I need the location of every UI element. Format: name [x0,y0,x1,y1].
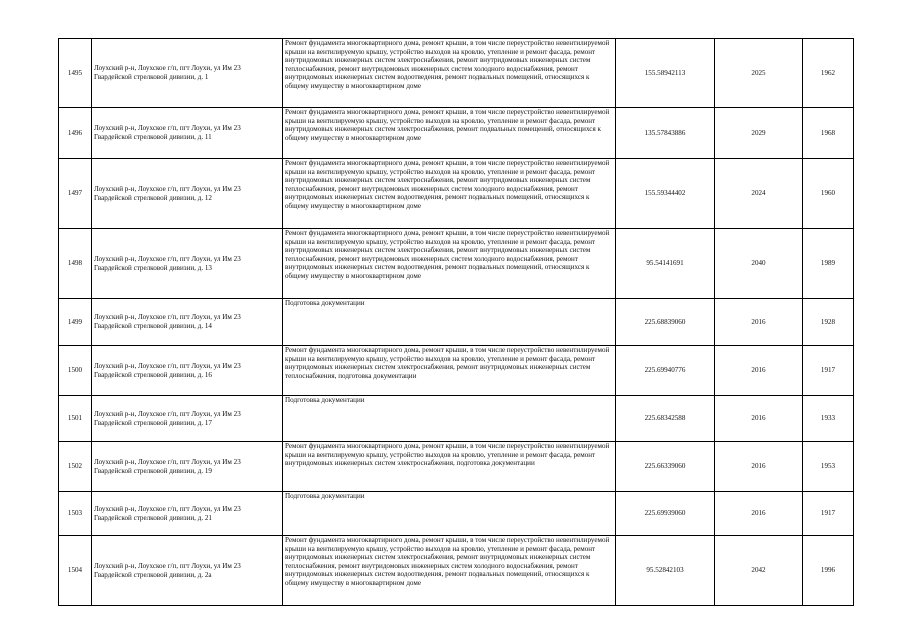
table-row [59,442,854,492]
table-row [59,229,854,299]
work-text: Ремонт фундамента многоквартирного дома, ремонт крыши, в том числе переустройство невентилируемой крыши на вентилируемую крышу, устройство выходов на кровлю, утепление и ремонт фасада, ремонт внутридомовых инженерных систем электроснабжения, подготовка документации [285,442,610,468]
row-value: 155.59344402 [616,159,715,229]
work-text: Подготовка документации [285,299,365,307]
row-built-year: 1996 [803,536,854,606]
row-value: 225.69940776 [616,346,715,396]
table-row [59,159,854,229]
row-number: 1503 [59,492,92,536]
row-number: 1499 [59,299,92,346]
row-built-year: 1968 [803,108,854,159]
table-row [59,396,854,442]
table-row [59,536,854,606]
row-value: 225.68839060 [616,299,715,346]
row-address: Лоухский р-н, Лоухское г/п, пгт Лоухи, ул Им 23 Гвардейской стрелковой дивизии, д. 1 [92,39,283,108]
row-value: 155.58942113 [616,39,715,108]
table-row [59,299,854,346]
row-address: Лоухский р-н, Лоухское г/п, пгт Лоухи, ул Им 23 Гвардейской стрелковой дивизии, д. 11 [92,108,283,159]
row-address: Лоухский р-н, Лоухское г/п, пгт Лоухи, ул Им 23 Гвардейской стрелковой дивизии, д. 17 [92,396,283,442]
work-text: Подготовка документации [285,396,365,404]
row-number: 1501 [59,396,92,442]
work-text: Ремонт фундамента многоквартирного дома, ремонт крыши, в том числе переустройство невентилируемой крыши на вентилируемую крышу, устройство выходов на кровлю, утепление и ремонт фасада, ремонт внутридомовых инженерных систем электроснабжения, ремонт внутридомовых инженерных систем теплоснабжения, подготовка документации [285,346,610,380]
row-planned-year: 2016 [715,492,803,536]
row-planned-year: 2016 [715,299,803,346]
row-number: 1502 [59,442,92,492]
row-work-description [283,346,616,396]
row-planned-year: 2040 [715,229,803,299]
row-built-year: 1953 [803,442,854,492]
row-work-description [283,108,616,159]
row-address: Лоухский р-н, Лоухское г/п, пгт Лоухи, ул Им 23 Гвардейской стрелковой дивизии, д. 13 [92,229,283,299]
row-planned-year: 2029 [715,108,803,159]
row-address: Лоухский р-н, Лоухское г/п, пгт Лоухи, ул Им 23 Гвардейской стрелковой дивизии, д. 14 [92,299,283,346]
row-work-description [283,39,616,108]
row-planned-year: 2042 [715,536,803,606]
row-built-year: 1928 [803,299,854,346]
row-address: Лоухский р-н, Лоухское г/п, пгт Лоухи, ул Им 23 Гвардейской стрелковой дивизии, д. 21 [92,492,283,536]
row-value: 135.57843886 [616,108,715,159]
row-value: 225.68342588 [616,396,715,442]
row-work-description [283,536,616,606]
row-work-description [283,442,616,492]
row-number: 1495 [59,39,92,108]
row-value: 225.66339060 [616,442,715,492]
row-number: 1497 [59,159,92,229]
row-address: Лоухский р-н, Лоухское г/п, пгт Лоухи, ул Им 23 Гвардейской стрелковой дивизии, д. 2а [92,536,283,606]
row-value: 95.54141691 [616,229,715,299]
row-number: 1498 [59,229,92,299]
row-built-year: 1933 [803,396,854,442]
work-text: Ремонт фундамента многоквартирного дома, ремонт крыши, в том числе переустройство невентилируемой крыши на вентилируемую крышу, устройство выходов на кровлю, утепление и ремонт фасада, ремонт внутридомовых инженерных систем электроснабжения, ремонт внутридомовых инженерных систем теплоснабжения, ремонт внутридомовых инженерных систем холодного водоснабжения, ремонт внутридомовых инженерных систем водоотведения, ремонт подвальных помещений, относящихся к общему имуществу в многоквартирном доме [285,536,610,587]
table-row [59,39,854,108]
work-text: Ремонт фундамента многоквартирного дома, ремонт крыши, в том числе переустройство невентилируемой крыши на вентилируемую крышу, устройство выходов на кровлю, утепление и ремонт фасада, ремонт внутридомовых инженерных систем электроснабжения, ремонт внутридомовых инженерных систем теплоснабжения, ремонт внутридомовых инженерных систем холодного водоснабжения, ремонт внутридомовых инженерных систем водоотведения, ремонт подвальных помещений, относящихся к общему имуществу в многоквартирном доме [285,39,610,90]
row-work-description [283,159,616,229]
row-work-description [283,396,616,442]
row-planned-year: 2016 [715,346,803,396]
row-planned-year: 2016 [715,396,803,442]
row-work-description [283,492,616,536]
row-value: 225.69939060 [616,492,715,536]
row-number: 1500 [59,346,92,396]
row-planned-year: 2016 [715,442,803,492]
row-built-year: 1960 [803,159,854,229]
row-address: Лоухский р-н, Лоухское г/п, пгт Лоухи, ул Им 23 Гвардейской стрелковой дивизии, д. 19 [92,442,283,492]
row-address: Лоухский р-н, Лоухское г/п, пгт Лоухи, ул Им 23 Гвардейской стрелковой дивизии, д. 12 [92,159,283,229]
row-built-year: 1962 [803,39,854,108]
table-row [59,346,854,396]
work-text: Ремонт фундамента многоквартирного дома, ремонт крыши, в том числе переустройство невентилируемой крыши на вентилируемую крышу, устройство выходов на кровлю, утепление и ремонт фасада, ремонт внутридомовых инженерных систем электроснабжения, ремонт внутридомовых инженерных систем теплоснабжения, ремонт внутридомовых инженерных систем холодного водоснабжения, ремонт внутридомовых инженерных систем водоотведения, ремонт подвальных помещений, относящихся к общему имуществу в многоквартирном доме [285,159,610,210]
row-work-description [283,299,616,346]
work-text: Ремонт фундамента многоквартирного дома, ремонт крыши, в том числе переустройство невентилируемой крыши на вентилируемую крышу, устройство выходов на кровлю, утепление и ремонт фасада, ремонт внутридомовых инженерных систем электроснабжения, ремонт подвальных помещений, относящихся к общему имуществу в многоквартирном доме [285,108,610,142]
row-planned-year: 2025 [715,39,803,108]
work-text: Ремонт фундамента многоквартирного дома, ремонт крыши, в том числе переустройство невентилируемой крыши на вентилируемую крышу, устройство выходов на кровлю, утепление и ремонт фасада, ремонт внутридомовых инженерных систем электроснабжения, ремонт внутридомовых инженерных систем теплоснабжения, ремонт внутридомовых инженерных систем холодного водоснабжения, ремонт внутридомовых инженерных систем водоотведения, ремонт подвальных помещений, относящихся к общему имуществу в многоквартирном доме [285,229,610,280]
table-row [59,108,854,159]
row-work-description [283,229,616,299]
row-number: 1496 [59,108,92,159]
row-built-year: 1917 [803,492,854,536]
row-value: 95.52842103 [616,536,715,606]
row-number: 1504 [59,536,92,606]
work-text: Подготовка документации [285,492,365,500]
row-built-year: 1917 [803,346,854,396]
row-built-year: 1989 [803,229,854,299]
row-address: Лоухский р-н, Лоухское г/п, пгт Лоухи, ул Им 23 Гвардейской стрелковой дивизии, д. 16 [92,346,283,396]
repair-schedule-table [58,38,854,606]
row-planned-year: 2024 [715,159,803,229]
table-row [59,492,854,536]
